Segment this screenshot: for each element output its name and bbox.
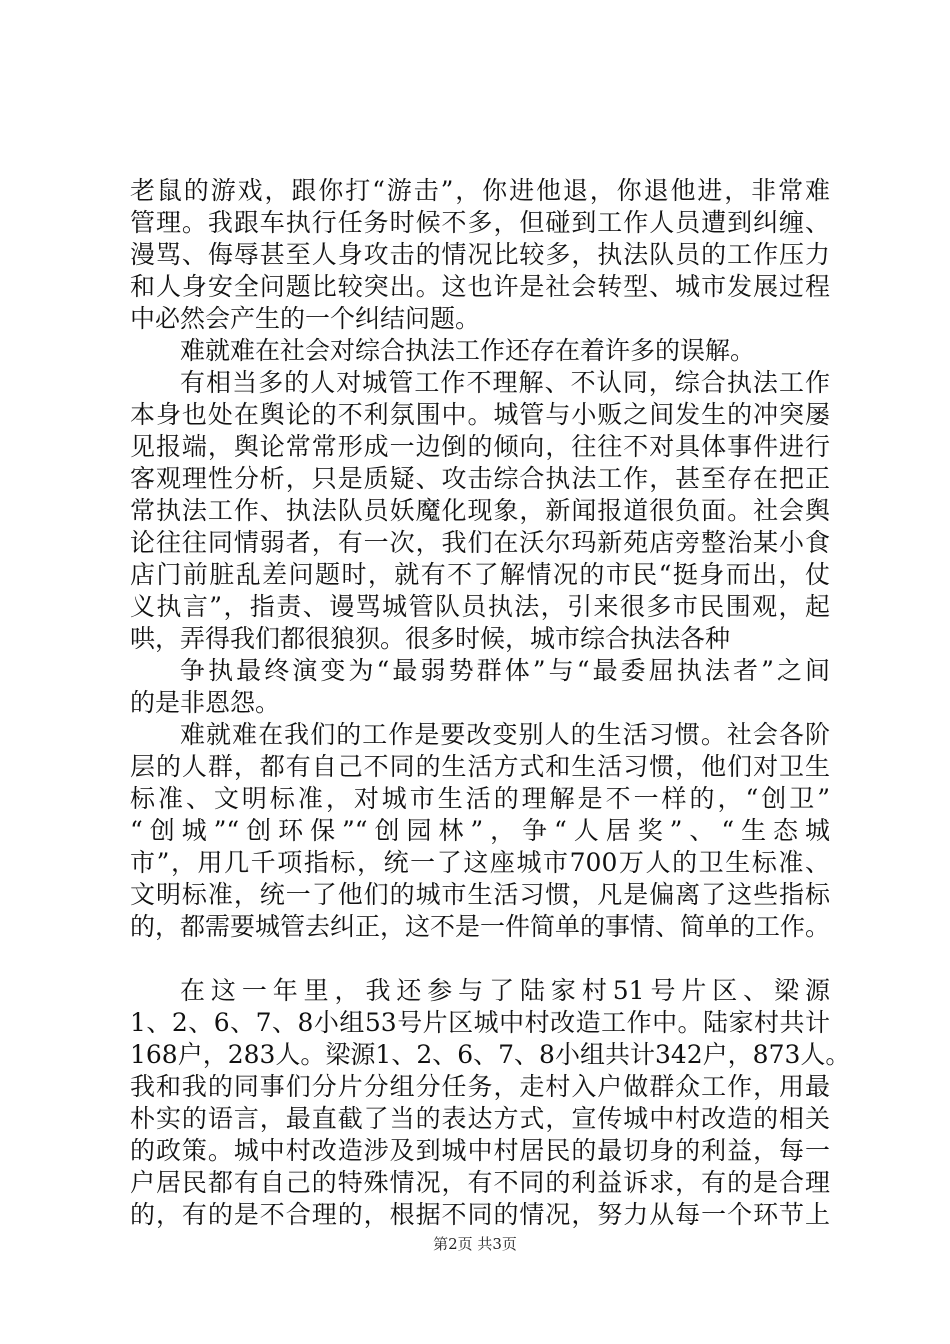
text-line: 老鼠的游戏，跟你打“游击”，你进他退，你退他进，非常难: [130, 176, 830, 205]
paragraph-gap: [130, 943, 830, 975]
text-line: 哄，弄得我们都很狼狈。很多时候，城市综合执法各种: [130, 624, 731, 653]
text-line: 的政策。城中村改造涉及到城中村居民的最切身的利益，每一: [130, 1136, 830, 1165]
text-line: 本身也处在舆论的不利氛围中。城管与小贩之间发生的冲突屡: [130, 400, 830, 429]
text-line: 店门前脏乱差问题时，就有不了解情况的市民“挺身而出，仗: [130, 560, 830, 589]
text-line: 中必然会产生的一个纠结问题。: [130, 304, 481, 333]
text-line: 漫骂、侮辱甚至人身攻击的情况比较多，执法队员的工作压力: [130, 240, 830, 269]
paragraph-start-line: 争执最终演变为“最弱势群体”与“最委屈执法者”之间: [180, 656, 830, 685]
document-body: [130, 175, 851, 1231]
text-line: 168户，283人。梁源1、2、6、7、8小组共计342户，873人。: [130, 1040, 851, 1069]
text-line: 层的人群，都有自己不同的生活方式和生活习惯，他们对卫生: [130, 752, 830, 781]
page-footer: [0, 1234, 950, 1254]
paragraph-start-line: 在这一年里，我还参与了陆家村51号片区、梁源: [180, 976, 830, 1005]
text-line: 义执言”，指责、谩骂城管队员执法，引来很多市民围观，起: [130, 592, 830, 621]
text-line: 管理。我跟车执行任务时候不多，但碰到工作人员遭到纠缠、: [130, 208, 830, 237]
text-line: 的是非恩怨。: [130, 688, 281, 717]
text-line: 见报端，舆论常常形成一边倒的倾向，往往不对具体事件进行: [130, 432, 830, 461]
text-line: 常执法工作、执法队员妖魔化现象，新闻报道很负面。社会舆: [130, 496, 830, 525]
text-line: 1、2、6、7、8小组53号片区城中村改造工作中。陆家村共计: [130, 1008, 830, 1037]
text-line: 和人身安全问题比较突出。这也许是社会转型、城市发展过程: [130, 272, 830, 301]
paragraph-start-line: 有相当多的人对城管工作不理解、不认同，综合执法工作: [180, 368, 830, 397]
paragraph-start-line: 难就难在我们的工作是要改变别人的生活习惯。社会各阶: [180, 720, 830, 749]
text-line: 户居民都有自己的特殊情况，有不同的利益诉求，有的是合理: [130, 1168, 830, 1197]
text-line: 我和我的同事们分片分组分任务，走村入户做群众工作，用最: [130, 1072, 830, 1101]
text-line: 文明标准，统一了他们的城市生活习惯，凡是偏离了这些指标: [130, 880, 830, 909]
text-line: 的，都需要城管去纠正，这不是一件简单的事情、简单的工作。: [130, 912, 831, 941]
page-number-label: 第2页 共3页: [433, 1235, 517, 1253]
text-line: 客观理性分析，只是质疑、攻击综合执法工作，甚至存在把正: [130, 464, 830, 493]
text-line: “创城”“创环保”“创园林”，争“人居奖”、“生态城: [130, 816, 830, 845]
text-line: 的，有的是不合理的，根据不同的情况，努力从每一个环节上: [130, 1200, 830, 1229]
paragraph-start-line: 难就难在社会对综合执法工作还存在着许多的误解。: [180, 336, 756, 365]
text-line: 论往往同情弱者，有一次，我们在沃尔玛新苑店旁整治某小食: [130, 528, 830, 557]
text-line: 朴实的语言，最直截了当的表达方式，宣传城中村改造的相关: [130, 1104, 830, 1133]
text-line: 市”，用几千项指标，统一了这座城市700万人的卫生标准、: [130, 848, 830, 877]
text-line: 标准、文明标准，对城市生活的理解是不一样的，“创卫”: [130, 784, 830, 813]
